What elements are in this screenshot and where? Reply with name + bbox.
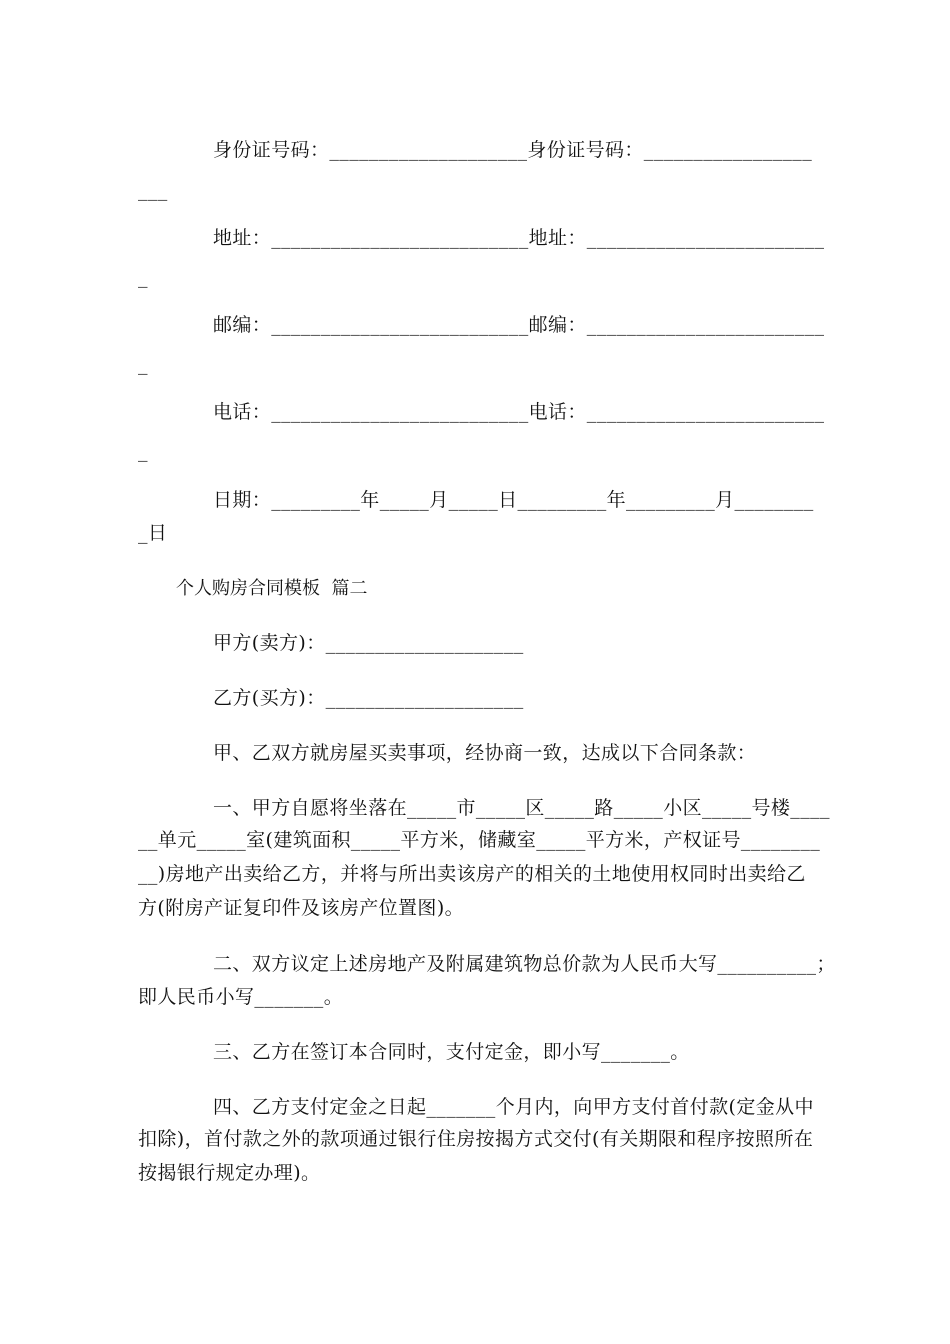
postcode-line-cont: _	[138, 353, 148, 375]
party-a-line: 甲方(卖方)：____________________	[213, 632, 524, 654]
address-line-cont: _	[138, 266, 148, 288]
date-line: 日期：_________年_____月_____日_________年_________月________	[213, 489, 814, 511]
id-number-line: 身份证号码：____________________身份证号码：_________________	[213, 139, 813, 161]
id-number-line-cont: ___	[138, 179, 168, 201]
phone-line: 电话：__________________________电话：________________________	[213, 401, 825, 423]
clause-1-line-1: 一、甲方自愿将坐落在_____市_____区_____路_____小区_____号楼____	[213, 797, 830, 819]
clause-4-line-2: 扣除)，首付款之外的款项通过银行住房按揭方式交付(有关期限和程序按照所在	[138, 1128, 814, 1150]
date-line-cont: _日	[138, 522, 168, 544]
clause-2-line-2: 即人民币小写_______。	[138, 986, 344, 1008]
phone-line-cont: _	[138, 440, 148, 462]
clause-4-line-1: 四、乙方支付定金之日起_______个月内，向甲方支付首付款(定金从中	[213, 1096, 814, 1118]
clause-1-line-4: 方(附房产证复印件及该房产位置图)。	[138, 897, 465, 919]
party-b-line: 乙方(买方)：____________________	[213, 687, 524, 709]
address-line: 地址：__________________________地址：________________________	[213, 227, 825, 249]
section-title: 个人购房合同模板 篇二	[176, 578, 368, 599]
clause-2-line-1: 二、双方议定上述房地产及附属建筑物总价款为人民币大写__________；	[213, 953, 836, 975]
clause-4-line-3: 按揭银行规定办理)。	[138, 1162, 321, 1184]
postcode-line: 邮编：__________________________邮编：________________________	[213, 314, 825, 336]
clause-1-line-3: __)房地产出卖给乙方，并将与所出卖该房产的相关的土地使用权同时出卖给乙	[138, 863, 806, 885]
clause-3-line: 三、乙方在签订本合同时，支付定金，即小写_______。	[213, 1041, 690, 1063]
intro-line: 甲、乙双方就房屋买卖事项，经协商一致，达成以下合同条款：	[213, 742, 757, 764]
clause-1-line-2: __单元_____室(建筑面积_____平方米，储藏室_____平方米，产权证号________	[138, 829, 821, 851]
